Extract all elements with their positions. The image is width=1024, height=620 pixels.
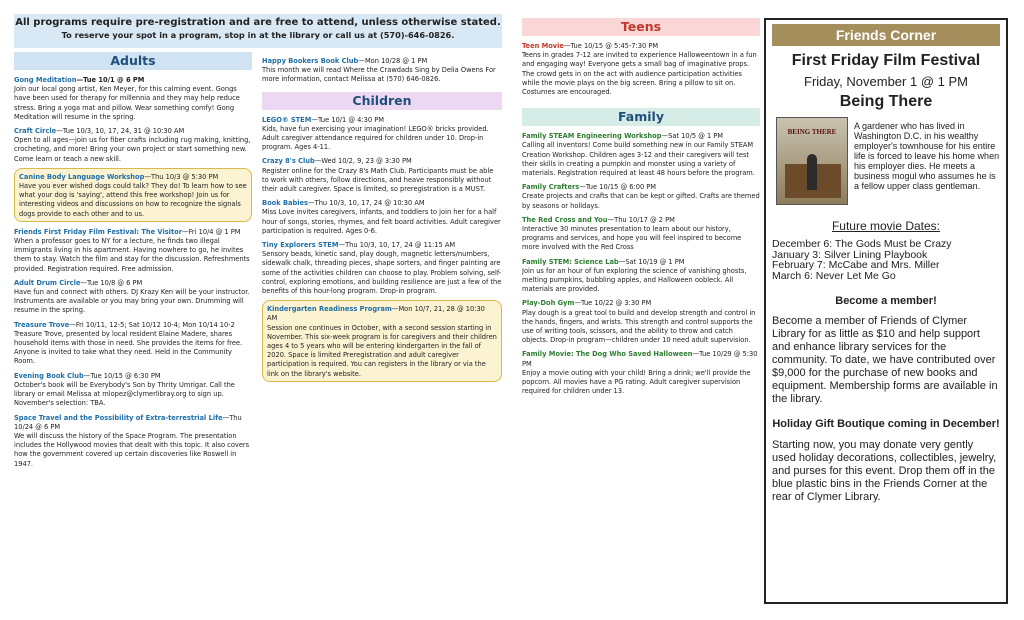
program-title: Book Babies: [262, 198, 308, 208]
program-item: [522, 131, 760, 177]
program-date: —Mon 10/7, 21, 28 @ 10:30 AM: [267, 304, 485, 323]
program-item: [14, 320, 252, 366]
program-body: Have you ever wished dogs could talk? They do! To learn how to see what your dog is 'saying', attend this free workshop! Join us for interesting videos and discussions on how to recognize the signals dogs provide to each other and to us.: [19, 181, 247, 218]
future-dates-list: [772, 239, 1000, 281]
program-title: Friends First Friday Film Festival: The Visitor: [14, 226, 182, 236]
program-item: [522, 182, 760, 210]
program-item: [14, 227, 252, 273]
program-date: —Fri 10/11, 12-5; Sat 10/12 10-4; Mon 10/14 10-2: [69, 319, 235, 329]
program-date: —Sat 10/19 @ 1 PM: [618, 256, 685, 266]
program-body: Join us for an hour of fun exploring the science of vanishing ghosts, melting pumpkins, bubbling apples, and Halloween oobleck. All materials are provided.: [522, 265, 747, 294]
program-title: Adult Drum Circle: [14, 277, 81, 287]
program-date: —Tue 10/15 @ 5:45-7:30 PM: [563, 41, 659, 50]
program-date: —Tue 10/1 @ 4:30 PM: [311, 114, 384, 124]
banner-line-2: To reserve your spot in a program, stop in at the library or call us at (570)-646-0826.: [61, 30, 455, 40]
program-title: Teen Movie: [522, 41, 564, 50]
program-title: Family STEM: Science Lab: [522, 256, 619, 266]
adults-column: [14, 52, 252, 468]
program-title: Kindergarten Readiness Program: [267, 304, 392, 314]
membership-body: Become a member of Friends of Clymer Library for as little as $10 and help support and enhance library services for the community. To date, we have contributed over $9,000 for the purchase of new books and equipment. Membership forms are available in the library.: [772, 315, 998, 405]
program-body: Kids, have fun exercising your imagination! LEGO® bricks provided. Adult caregiver attendance required for children under 10. Drop-in program. Ages 4-11.: [262, 123, 489, 152]
program-date: —Tue 10/1 @ 6 PM: [76, 75, 145, 84]
program-date: —Tue 10/29 @ 5:30 PM: [522, 349, 758, 368]
friends-corner-panel: [764, 18, 1008, 604]
program-item: [522, 41, 760, 96]
program-item: [262, 240, 502, 295]
movie-feature: [772, 117, 1000, 207]
program-title: Crazy 8's Club: [262, 156, 315, 166]
program-item: [522, 215, 760, 252]
program-title: Canine Body Language Workshop: [19, 171, 145, 181]
program-date: —Tue 10/15 @ 6:00 PM: [579, 182, 657, 192]
program-body: Miss Love invites caregivers, infants, and toddlers to join her for a half hour of songs, stories, rhymes, and felt board activities. Adult caregiver participation is required. Ages 0-6.: [262, 207, 501, 235]
program-item: [522, 349, 760, 395]
gift-boutique-heading: Holiday Gift Boutique coming in December!: [772, 418, 1000, 430]
teens-family-column: [522, 18, 760, 396]
program-title: Tiny Explorers STEM: [262, 240, 339, 250]
program-item: [14, 413, 252, 468]
program-item: [14, 126, 252, 163]
program-body: Calling all inventors! Come build something new in our Family STEAM Creation Workshop. Children ages 3-12 and their caregivers will test their skills in creating a pumpkin and monster using a variety of materials. Registration required at least 48 hours before the program.: [522, 140, 755, 178]
program-date: —Thu 10/3, 10, 17, 24 @ 11:15 AM: [338, 240, 456, 250]
program-item: [522, 298, 760, 344]
program-body: Sensory beads, kinetic sand, play dough, magnetic letters/numbers, sidewalk chalk, threading pieces, shape sorters, and finger painting are some of the activities children can choose to play. Problem solving, self-control, exploring emotions, and building resilience are just a few of the benefits of this hour-long program. Drop-in program.: [262, 249, 502, 296]
program-body: Play dough is a great tool to build and develop strength and control in the hands, fingers, and wrists. This strength and control supports the use of writing tools, scissors, and the ability to throw and catch objects. Drop-in program—children under 10 need adult supervision.: [522, 307, 756, 345]
program-date: —Fri 10/4 @ 1 PM: [181, 226, 241, 236]
program-title: Gong Meditation: [14, 75, 77, 84]
program-body: Join our local gong artist, Ken Meyer, for this calming event. Gongs have been used for therapy for millennia and they may help reduce stress. Bring a yoga mat and pillow. Wear something comfy! Gong Meditation will resume in the spring.: [14, 84, 240, 121]
program-item: [262, 115, 502, 152]
family-heading: Family: [522, 108, 760, 126]
program-body: Create projects and crafts that can be kept or gifted. Crafts are themed by seasons or holidays.: [522, 191, 760, 210]
program-title: Evening Book Club: [14, 370, 84, 380]
program-date: —Thu 10/3 @ 5:30 PM: [144, 171, 219, 181]
program-title: Treasure Trove: [14, 319, 70, 329]
friends-corner-heading: Friends Corner: [772, 24, 1000, 46]
gift-boutique-body: Starting now, you may donate very gently used holiday decorations, collectibles, jewelry, and purses for this event. Drop them off in the blue plastic bins in the Friends Corner at the rear of Clymer Library.: [772, 439, 997, 503]
program-date: —Tue 10/15 @ 6:30 PM: [83, 370, 161, 380]
membership-heading: Become a member!: [835, 295, 937, 307]
program-title: Craft Circle: [14, 126, 57, 136]
future-date-item: January 3: Silver Lining Playbook: [772, 248, 928, 261]
program-date: —Sat 10/5 @ 1 PM: [661, 131, 724, 141]
future-date-item: December 6: The Gods Must be Crazy: [772, 238, 952, 250]
program-title: Family STEAM Engineering Workshop: [522, 131, 662, 141]
program-item: [522, 257, 760, 294]
program-body: Register online for the Crazy 8's Math Club. Participants must be able to work with others, follow directions, and heave responsibly without their adult caregiver. Space is limited, so preregistration is a MUST.: [262, 165, 494, 194]
program-body: Have fun and connect with others. DJ Krazy Ken will be your instructor. Instruments are available or you may bring your own. Drumming will resume in the spring.: [14, 287, 250, 315]
registration-banner: [14, 14, 502, 48]
program-body: Interactive 30 minutes presentation to learn about our history, programs and services, and hope you will feel inspired to become more involved with the Red Cross: [522, 224, 742, 252]
program-date: —Wed 10/2, 9, 23 @ 3:30 PM: [314, 156, 412, 166]
adults-heading: Adults: [14, 52, 252, 70]
program-item: [14, 278, 252, 315]
program-date: —Tue 10/22 @ 3:30 PM: [574, 298, 652, 308]
program-body: Enjoy a movie outing with your child! Bring a drink; we'll provide the popcorn. All movies have a PG rating. Adult caregiver supervision required for children under 13.: [522, 367, 751, 396]
future-date-item: February 7: McCabe and Mrs. Miller: [772, 259, 940, 271]
program-body: Teens in grades 7-12 are invited to experience Halloweentown in a fun and engaging way! Everyone gets a small bag of imaginative props. The crowd gets in on the act with audience participation activities while the movie plays on the big screen. Bring a pillow to sit on. Costumes are encouraged.: [522, 50, 757, 97]
program-body: We will discuss the history of the Space Program. The presentation includes the Hollywood movies that dealt with this topic. It also covers how the government covered up certain discoveries like Roswell in 1947.: [14, 430, 250, 468]
teens-heading: Teens: [522, 18, 760, 36]
banner-line-1: All programs require pre-registration and are free to attend, unless otherwise stated.: [15, 17, 501, 28]
children-heading: Children: [262, 92, 502, 110]
program-item: [262, 198, 502, 235]
program-title: LEGO® STEM: [262, 114, 312, 124]
program-body: October's book will be Everybody's Son by Thrity Umrigar. Call the library or email Melissa at mlopez@clymerlibray.org to sign up. November's selection: TBA.: [14, 379, 235, 408]
program-title: The Red Cross and You: [522, 214, 608, 224]
program-title: Play-Doh Gym: [522, 298, 575, 308]
program-body: Session one continues in October, with a second session starting in November. This six-week program is for caregivers and their children ages 4 to 5 years who will be entering kindergarten in the fall of 2020. Space is limited Preregistration and adult caregiver participation is required. You can registers in the library or via the link on the library's website.: [267, 322, 497, 378]
future-date-item: March 6: Never Let Me Go: [772, 269, 896, 282]
program-title: Space Travel and the Possibility of Extra-terrestrial Life: [14, 412, 223, 422]
program-date: —Thu 10/3, 10, 17, 24 @ 10:30 AM: [308, 198, 425, 208]
program-date: —Tue 10/8 @ 6 PM: [80, 277, 143, 287]
program-title: Family Movie: The Dog Who Saved Halloween: [522, 349, 693, 359]
program-date: —Thu 10/24 @ 6 PM: [14, 412, 242, 431]
program-body: Open to all ages—join us for fiber crafts including rug making, knitting, crocheting, and more! Bring your own project or start something new. Come learn or teach a new skill.: [14, 135, 251, 163]
program-body: This month we will read Where the Crawdads Sing by Delia Owens For more information, contact Melissa at (570) 646-0826.: [262, 65, 496, 84]
poster-figure: [807, 154, 817, 190]
program-date: —Thu 10/17 @ 2 PM: [607, 214, 675, 224]
festival-date: Friday, November 1 @ 1 PM: [804, 74, 968, 89]
movie-title: Being There: [839, 93, 933, 110]
program-date: —Mon 10/28 @ 1 PM: [358, 56, 428, 65]
program-item-highlighted: [14, 168, 252, 222]
program-item-highlighted: [262, 300, 502, 382]
movie-poster-image: [776, 117, 848, 205]
program-date: —Tue 10/3, 10, 17, 24, 31 @ 10:30 AM: [56, 126, 185, 136]
program-item: [14, 75, 252, 121]
program-item: [262, 56, 502, 84]
poster-title: BEING THERE: [787, 128, 837, 136]
movie-description: A gardener who has lived in Washington D.C. in his wealthy employer's townhouse for his entire life is forced to leave his home when his employer dies. He meets a business mogul who assumes he is a fellow upper class gentleman.: [854, 121, 1000, 191]
program-body: Treasure Trove, presented by local resident Elaine Madere, shares household items with those in need. She provides the items for free. Anyone is invited to take what they need. Held in the Community Room.: [14, 328, 243, 366]
children-column: [262, 56, 502, 382]
program-item: [262, 156, 502, 193]
program-title: Happy Bookers Book Club: [262, 56, 359, 65]
future-dates-heading: Future movie Dates:: [831, 219, 941, 233]
program-body: When a professor goes to NY for a lecture, he finds two illegal immigrants living in his apartment. Having nowhere to go, he invites them to stay. Watch the film and stay for the discussion. Refreshments provided. Registration required. Free admission.: [14, 236, 250, 273]
festival-title: First Friday Film Festival: [791, 52, 981, 69]
program-title: Family Crafters: [522, 182, 580, 192]
program-item: [14, 371, 252, 408]
